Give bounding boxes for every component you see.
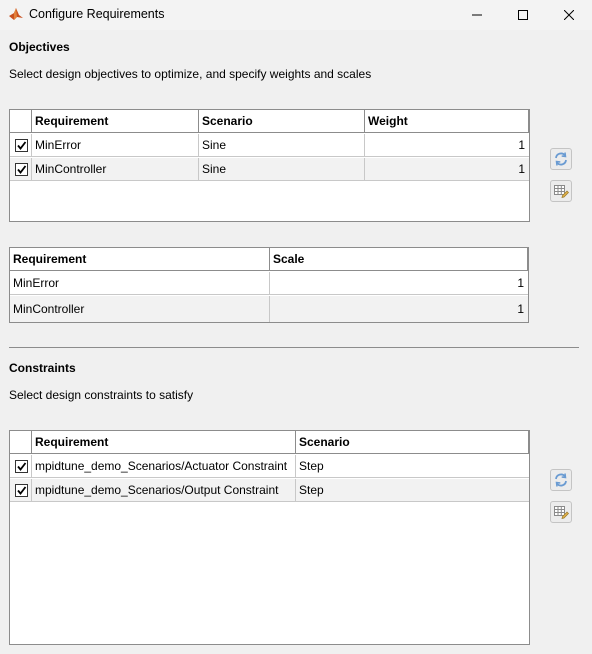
maximize-icon — [518, 10, 528, 20]
table-row — [10, 296, 528, 322]
scenario-cell[interactable]: Sine — [199, 158, 365, 180]
requirement-cell: MinError — [32, 134, 199, 156]
table-header — [10, 110, 529, 133]
constraints-table — [9, 430, 530, 645]
table-row — [10, 272, 528, 295]
check-icon — [16, 164, 27, 175]
requirement-cell: mpidtune_demo_Scenarios/Actuator Constraint — [32, 455, 296, 477]
constraints-description: Select design constraints to satisfy — [9, 388, 194, 402]
refresh-icon — [553, 151, 569, 167]
table-row — [10, 455, 529, 478]
table-row — [10, 158, 529, 181]
objective-checkbox-mincontroller[interactable] — [15, 163, 28, 176]
check-icon — [16, 485, 27, 496]
maximize-button[interactable] — [500, 0, 546, 30]
minimize-icon — [472, 10, 482, 20]
table-header — [10, 431, 529, 454]
refresh-icon — [553, 472, 569, 488]
constraint-checkbox-output[interactable] — [15, 484, 28, 497]
header-requirement[interactable]: Requirement — [10, 248, 270, 270]
header-requirement[interactable]: Requirement — [32, 110, 199, 132]
scale-cell[interactable]: 1 — [517, 302, 524, 316]
objectives-description: Select design objectives to optimize, and specify weights and scales — [9, 67, 372, 81]
constraints-title: Constraints — [9, 361, 76, 375]
weight-cell[interactable]: 1 — [518, 138, 525, 152]
requirement-cell: mpidtune_demo_Scenarios/Output Constraint — [32, 479, 296, 501]
scale-cell[interactable]: 1 — [517, 276, 524, 290]
refresh-objectives-button[interactable] — [550, 148, 572, 170]
requirement-cell: MinController — [32, 158, 199, 180]
requirement-cell: MinError — [10, 272, 270, 294]
weight-cell[interactable]: 1 — [518, 162, 525, 176]
edit-objectives-button[interactable] — [550, 180, 572, 202]
scale-table — [9, 247, 529, 323]
constraint-checkbox-actuator[interactable] — [15, 460, 28, 473]
header-check-column — [10, 431, 32, 453]
minimize-button[interactable] — [454, 0, 500, 30]
header-scenario[interactable]: Scenario — [296, 431, 529, 453]
scenario-cell[interactable]: Step — [299, 483, 324, 497]
edit-table-icon — [553, 183, 569, 199]
matlab-icon — [8, 6, 24, 22]
table-row — [10, 479, 529, 502]
objective-checkbox-minerror[interactable] — [15, 139, 28, 152]
scenario-cell[interactable]: Sine — [199, 134, 365, 156]
table-header — [10, 248, 528, 271]
section-divider — [9, 347, 579, 348]
check-icon — [16, 461, 27, 472]
header-requirement[interactable]: Requirement — [32, 431, 296, 453]
edit-constraints-button[interactable] — [550, 501, 572, 523]
edit-table-icon — [553, 504, 569, 520]
close-icon — [564, 10, 574, 20]
header-scale[interactable]: Scale — [270, 248, 528, 270]
table-row — [10, 134, 529, 157]
refresh-constraints-button[interactable] — [550, 469, 572, 491]
objectives-table — [9, 109, 530, 222]
scenario-cell[interactable]: Step — [299, 459, 324, 473]
title-bar — [0, 0, 592, 30]
header-weight[interactable]: Weight — [365, 110, 529, 132]
window-title: Configure Requirements — [29, 7, 165, 21]
objectives-title: Objectives — [9, 40, 70, 54]
header-scenario[interactable]: Scenario — [199, 110, 365, 132]
requirement-cell: MinController — [10, 296, 270, 322]
check-icon — [16, 140, 27, 151]
header-check-column — [10, 110, 32, 132]
close-button[interactable] — [546, 0, 592, 30]
